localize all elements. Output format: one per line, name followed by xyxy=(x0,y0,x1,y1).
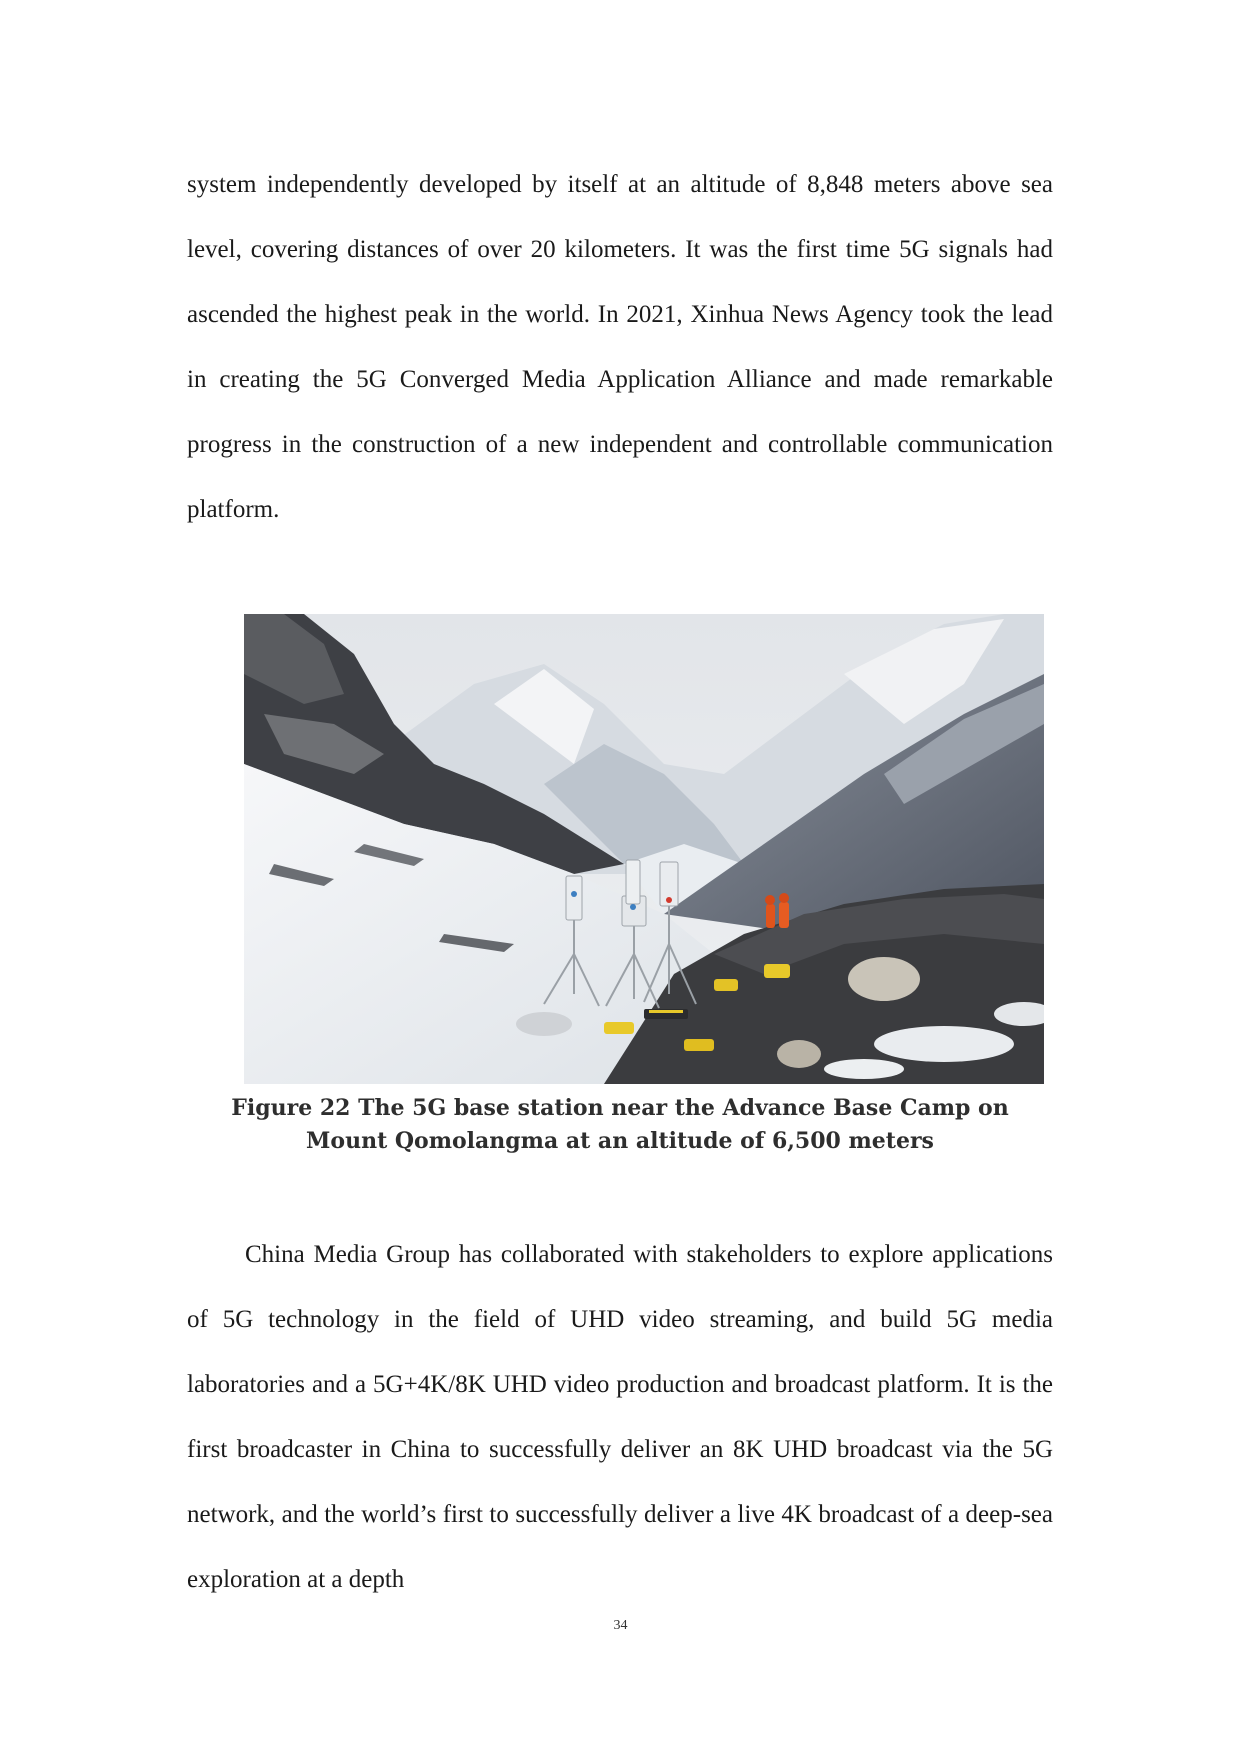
body-paragraph: China Media Group has collaborated with stakeholders to explore applications of 5G technology in the field of UHD video streaming, and build 5G media laboratories and a 5G+4K/8K UHD video production and broadcast platform. It is the first broadcaster in China to successfully deliver an 8K UHD broadcast via the 5G network, and the world’s first to successfully deliver a live 4K broadcast of a deep-sea exploration at a depth xyxy=(187,1241,1053,1593)
mountain-base-station-photo xyxy=(244,614,1044,1084)
figure-photo xyxy=(244,614,1044,1084)
body-paragraph: system independently developed by itself at an altitude of 8,848 meters above sea level, covering distances of over 20 kilometers. It was the first time 5G signals had ascended the highest peak in the world. In 2021, Xinhua News Agency took the lead in creating the 5G Converged Media Application Alliance and made remarkable progress in the construction of a new independent and controllable communication platform. xyxy=(187,171,1053,523)
figure-caption-line: Mount Qomolangma at an altitude of 6,500 meters xyxy=(306,1128,934,1154)
figure-caption xyxy=(187,1092,1053,1158)
figure-caption-line: Figure 22 The 5G base station near the Advance Base Camp on xyxy=(231,1095,1009,1121)
page-number: 34 xyxy=(613,1618,628,1633)
